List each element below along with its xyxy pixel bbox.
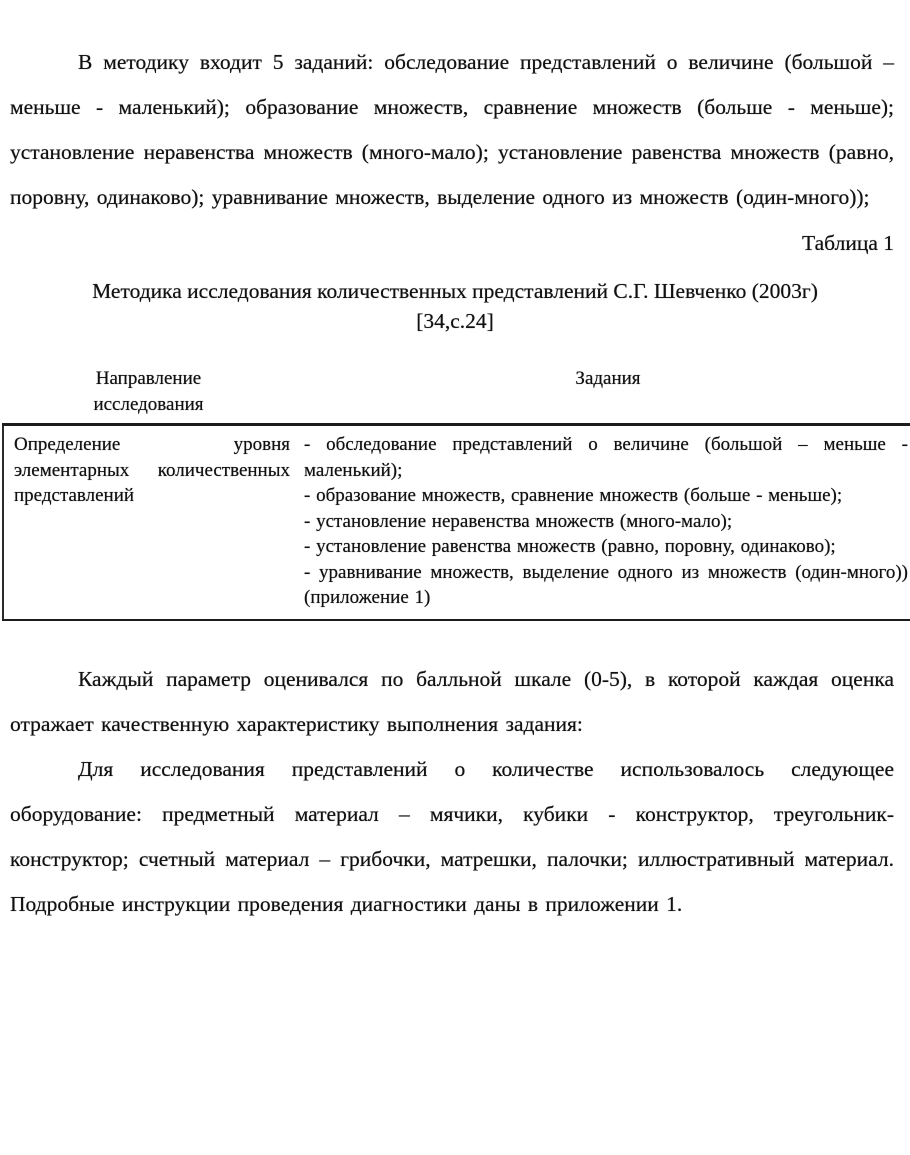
table-row <box>3 425 910 620</box>
task-item: - уравнивание множеств, выделение одного из множеств (один-много)) (приложение 1) <box>304 561 908 608</box>
task-item: - установление неравенства множеств (много-мало); <box>304 510 733 532</box>
table-title: Методика исследования количественных представлений С.Г. Шевченко (2003г) [34,с.24] <box>92 279 818 333</box>
method-table <box>2 362 910 621</box>
task-item: - обследование представлений о величине (большой – меньше - маленький); <box>304 434 908 481</box>
table-header-tasks: Задания <box>294 362 910 425</box>
paragraph-method-intro: В методику входит 5 заданий: обследование представлений о величине (большой – меньше - маленький); образование множеств, сравнение множеств (больше - меньше); установление неравенства множеств (много-мало); установление равенства множеств (равно, поровну, одинаково); уравнивание множеств, выделение одного из множеств (один-много)); <box>10 50 894 209</box>
table-header-direction <box>3 362 294 425</box>
table-header-row <box>3 362 910 425</box>
spacer <box>0 621 910 657</box>
paragraph-equipment: Для исследования представлений о количестве использовалось следующее оборудование: предметный материал – мячики, кубики - конструктор, треугольник-конструктор; счетный материал – грибочки, матрешки, палочки; иллюстративный материал. Подробные инструкции проведения диагностики даны в приложении 1. <box>10 756 894 916</box>
table-caption: Таблица 1 <box>802 231 894 255</box>
table-header-direction-label: Направление исследования <box>93 368 204 415</box>
paragraph-scoring-scale: Каждый параметр оценивался по балльной шкале (0-5), в которой каждая оценка отражает качественную характеристику выполнения задания: <box>10 666 894 736</box>
task-item: - установление равенства множеств (равно, поровну, одинаково); <box>304 536 836 557</box>
task-item: - образование множеств, сравнение множеств (больше - меньше); <box>304 485 843 506</box>
table-cell-tasks <box>294 425 910 620</box>
table-cell-direction: Определение уровня элементарных количественных представлений <box>3 425 294 620</box>
